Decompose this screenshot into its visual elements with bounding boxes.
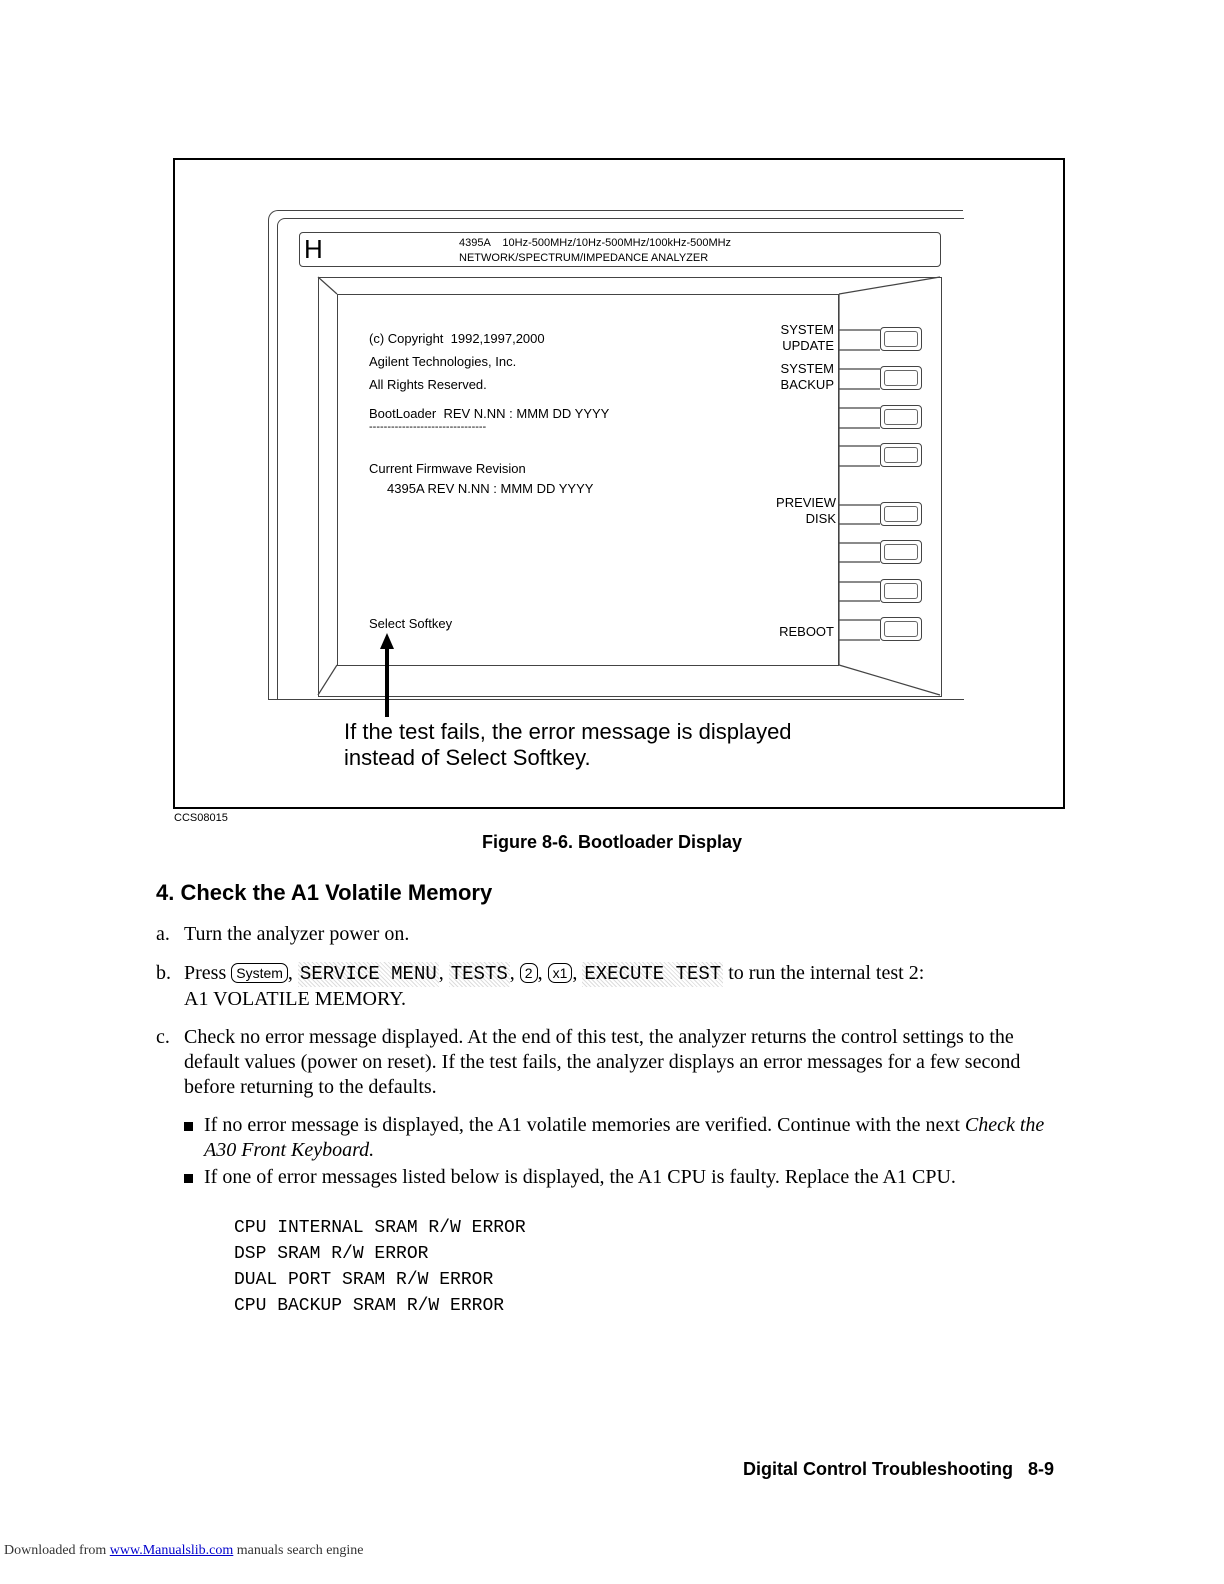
error-message: CPU INTERNAL SRAM R/W ERROR [234,1218,526,1238]
model-description: NETWORK/SPECTRUM/IMPEDANCE ANALYZER [459,252,709,264]
page-footer [743,1459,1054,1480]
softkey-5-button[interactable] [880,502,922,526]
footer-title: Digital Control Troubleshooting [742,1459,1013,1479]
bullet-square [184,1122,193,1131]
softkey-leader-lines [0,0,1224,700]
softkey-6-button[interactable] [880,540,922,564]
step-c-marker: c. [156,1026,170,1048]
softkey-2-button[interactable] [880,366,922,390]
softkey-3-button[interactable] [880,405,922,429]
screen-company: Agilent Technologies, Inc. [369,354,517,369]
softkey-label-reboot: REBOOT [779,624,834,639]
screen-select-softkey: Select Softkey [369,616,453,631]
screen-copyright: (c) Copyright 1992,1997,2000 [369,331,545,346]
page-number: 8-9 [1027,1459,1054,1479]
error-message: CPU BACKUP SRAM R/W ERROR [234,1296,505,1316]
screen-firmware-title: Current Firmwave Revision [369,461,526,476]
step-a-marker: a. [156,923,170,945]
step-b-line2: A1 VOLATILE MEMORY. [184,988,407,1010]
bullet-2-text: If one of error messages listed below is displayed, the A1 CPU is faulty. Replace the A1 CPU. [204,1166,956,1188]
bullet-1-link-text: Check the A30 Front Keyboard. [204,1114,1045,1161]
softkey-8-button[interactable] [880,617,922,641]
step-b-marker: b. [156,962,171,984]
system-key[interactable]: System [231,963,288,983]
screen-divider: -------------------------------- [369,421,487,433]
callout-line-1: If the test fails, the error message is displayed [344,719,792,744]
bullet-1-text: If no error message is displayed, the A1 volatile memories are verified. Continue with the next [204,1114,965,1136]
manualslib-link[interactable]: www.Manualslib.com [109,1543,234,1558]
execute-test-softkey[interactable]: EXECUTE TEST [584,963,722,985]
screen-bootloader: BootLoader REV N.NN : MMM DD YYYY [369,406,610,421]
step-c-text: Check no error message displayed. At the end of this test, the analyzer returns the control settings to the default values (power on reset). If the test fails, the analyzer displays an error messages for a few second before returning to the defaults. [184,1026,1021,1098]
service-menu-softkey[interactable]: SERVICE MENU [299,963,437,985]
softkey-label-preview-disk: PREVIEW DISK [776,495,836,526]
figure-code: CCS08015 [174,812,228,824]
error-message: DUAL PORT SRAM R/W ERROR [234,1270,494,1290]
download-prefix: Downloaded from [4,1543,107,1558]
softkey-label-system-backup: SYSTEM BACKUP [780,361,834,392]
error-message: DSP SRAM R/W ERROR [234,1244,429,1264]
figure-callout [344,719,792,771]
softkey-4-button[interactable] [880,443,922,467]
softkey-1-button[interactable] [880,327,922,351]
softkey-7-button[interactable] [880,579,922,603]
hp-logo: H [304,234,323,264]
softkey-label-system-update: SYSTEM UPDATE [780,322,834,353]
screen-rights: All Rights Reserved. [369,377,487,392]
key-x1[interactable]: x1 [548,963,573,983]
figure-caption: Figure 8-6. Bootloader Display [481,832,743,852]
section-title: 4. Check the A1 Volatile Memory [156,880,493,905]
bullet-square [184,1174,193,1183]
step-a-text: Turn the analyzer power on. [184,923,410,945]
callout-line-2: instead of Select Softkey. [344,745,591,770]
tests-softkey[interactable]: TESTS [450,963,508,985]
download-suffix: manuals search engine [236,1543,364,1558]
screen-firmware-rev: 4395A REV N.NN : MMM DD YYYY [369,481,594,496]
callout-arrow-shaft [385,645,389,717]
step-b-tail: to run the internal test 2: [728,962,925,984]
download-note [4,1543,364,1559]
key-2[interactable]: 2 [520,963,538,983]
model-line: 4395A 10Hz-500MHz/10Hz-500MHz/100kHz-500MHz [459,237,732,249]
step-b-press: Press [184,962,227,984]
